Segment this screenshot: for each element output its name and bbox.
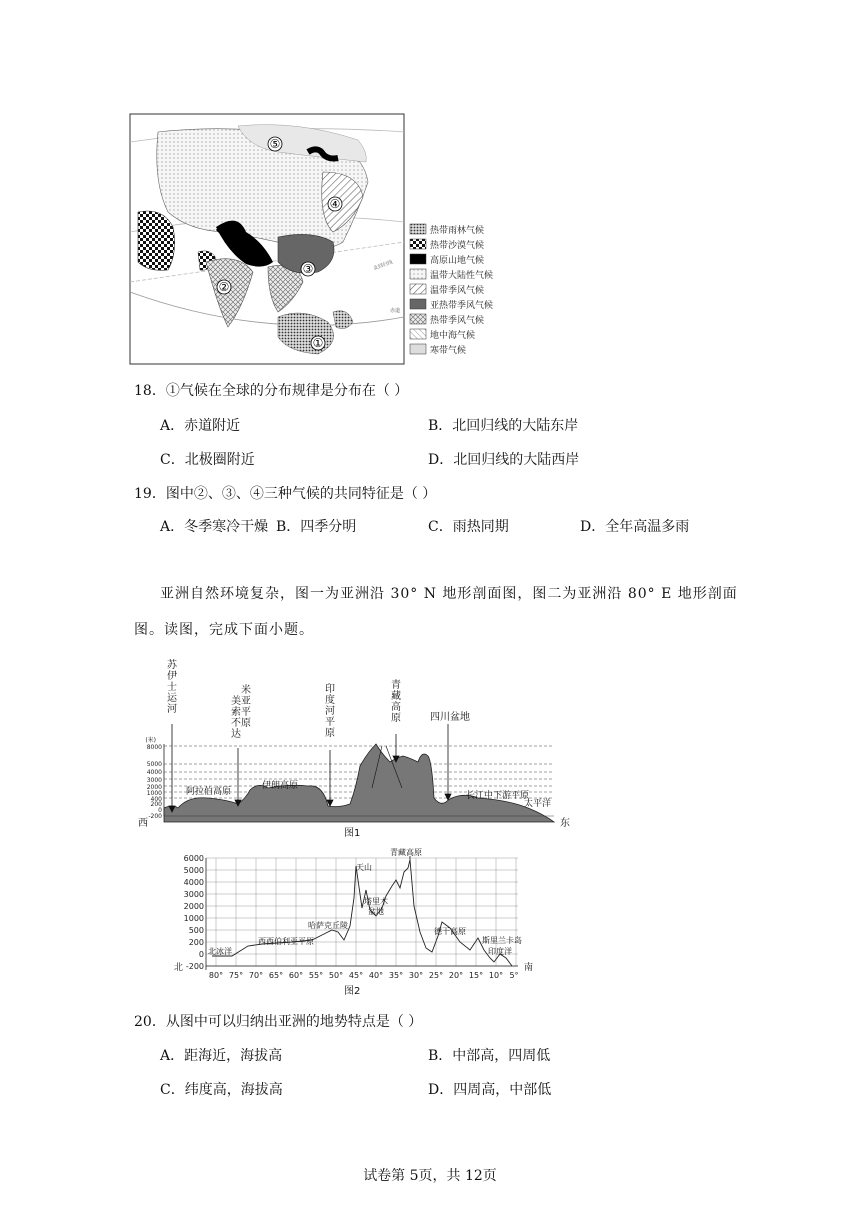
q20-option-c[interactable]: C．纬度高，海拔高 [160, 1082, 283, 1098]
label-indus: 印度河平原 [325, 684, 335, 739]
y-tick: 3000 [183, 890, 204, 899]
terrain-profile-80e [212, 860, 512, 966]
legend-label: 温带季风气候 [430, 286, 485, 296]
x-tick: 45° [348, 971, 364, 980]
label-suez: 苏伊士运河 [167, 660, 177, 715]
y-tick: 0 [158, 807, 162, 814]
q18-option-d[interactable]: D．北回归线的大陆西岸 [428, 452, 580, 468]
x-tick: 30° [408, 971, 424, 980]
figure-1-caption: 图1 [344, 828, 361, 839]
legend-label: 地中海气候 [430, 331, 476, 341]
label-deccan: 德干高原 [434, 927, 466, 936]
label-sichuan: 四川盆地 [430, 712, 470, 723]
x-tick: 10° [488, 971, 504, 980]
y-tick: 1000 [183, 914, 204, 923]
label-arctic: 北冰洋 [208, 947, 232, 956]
figure-2-caption: 图2 [344, 986, 361, 997]
y-tick: 400 [150, 796, 162, 803]
figure-1-profile-30n [128, 658, 588, 840]
passage-line-1: 亚洲自然环境复杂，图一为亚洲沿 30° N 地形剖面图，图二为亚洲沿 80° E 地形剖面 [160, 586, 738, 602]
equator-label: 赤道 [390, 308, 401, 314]
x-tick: 55° [308, 971, 324, 980]
asia-climate-map [128, 112, 508, 368]
x-tick: 35° [388, 971, 404, 980]
q19-option-d[interactable]: D．全年高温多雨 [580, 519, 690, 535]
label-tibet: 青藏高原 [391, 680, 401, 724]
y-tick: 200 [188, 938, 204, 947]
x-tick: 50° [328, 971, 344, 980]
label-tibet: 青藏高原 [390, 848, 422, 857]
y-tick: -200 [148, 813, 162, 820]
q18-option-b[interactable]: B．北回归线的大陆东岸 [428, 418, 579, 434]
unit-label: (米) [145, 737, 156, 744]
label-arabia: 阿拉伯高原 [186, 787, 232, 797]
q20-option-b[interactable]: B．中部高，四周低 [428, 1048, 551, 1064]
question-18-stem: 18．①气候在全球的分布规律是分布在（ ） [134, 383, 409, 399]
question-19-stem: 19．图中②、③、④三种气候的共同特征是（ ） [134, 486, 437, 502]
x-tick: 40° [368, 971, 384, 980]
y-tick: 3000 [146, 777, 162, 784]
legend-label: 温带大陆性气候 [430, 271, 494, 281]
legend-label: 热带沙漠气候 [430, 241, 485, 251]
direction-south: 南 [524, 963, 534, 973]
q19-option-a[interactable]: A．冬季寒冷干燥 [160, 519, 269, 535]
label-tianshan: 天山 [356, 863, 372, 872]
direction-north: 北 [174, 963, 184, 973]
y-tick: 5000 [183, 866, 204, 875]
x-tick: 60° [288, 971, 304, 980]
map-marker-5: ⑤ [269, 137, 281, 151]
y-tick: 0 [198, 950, 204, 959]
figure-2-profile-80e [172, 846, 542, 1000]
label-srilanka: 斯里兰卡岛 [482, 936, 522, 945]
x-tick: 80° [208, 971, 224, 980]
y-tick: 4000 [146, 769, 162, 776]
x-tick: 65° [268, 971, 284, 980]
x-tick: 15° [468, 971, 484, 980]
legend-label: 热带季风气候 [430, 316, 485, 326]
x-tick: 75° [228, 971, 244, 980]
map-marker-4: ④ [329, 197, 341, 211]
terrain-profile-30n [164, 744, 554, 822]
q20-option-a[interactable]: A．距海近，海拔高 [160, 1048, 283, 1064]
legend-label: 寒带气候 [430, 346, 467, 356]
y-tick: 200 [150, 801, 162, 808]
y-tick: 5000 [146, 761, 162, 768]
y-tick: 8000 [146, 744, 162, 751]
y-tick: 500 [188, 926, 204, 935]
label-indian-ocean: 印度洋 [488, 947, 512, 956]
y-tick: 6000 [183, 854, 204, 863]
y-tick: -200 [185, 962, 204, 971]
passage-line-2: 图。读图，完成下面小题。 [134, 622, 314, 638]
page-footer: 试卷第 5页，共 12页 [363, 1168, 497, 1184]
q19-option-c[interactable]: C．雨热同期 [428, 519, 509, 535]
q19-option-b[interactable]: B．四季分明 [276, 519, 357, 535]
label-mesopotamia-a: 美索不达 [231, 696, 241, 740]
label-pacific: 太平洋 [524, 799, 552, 809]
y-tick: 2000 [183, 902, 204, 911]
x-tick: 70° [248, 971, 264, 980]
label-kazakh: 哈萨克丘陵 [308, 921, 348, 930]
legend-label: 高原山地气候 [430, 256, 485, 266]
y-tick: 2000 [146, 784, 162, 791]
map-marker-1: ① [312, 336, 324, 350]
label-siberia: 西西伯利亚平原 [258, 937, 314, 946]
legend-label: 亚热带季风气候 [430, 301, 494, 311]
x-tick: 20° [448, 971, 464, 980]
direction-east: 东 [560, 818, 570, 829]
q20-option-d[interactable]: D．四周高，中部低 [428, 1082, 552, 1098]
legend-label: 热带雨林气候 [430, 226, 485, 236]
label-iran: 伊朗高原 [262, 781, 299, 791]
q18-option-a[interactable]: A．赤道附近 [160, 418, 241, 434]
y-tick: 4000 [183, 878, 204, 887]
question-20-stem: 20．从图中可以归纳出亚洲的地势特点是（ ） [134, 1014, 423, 1030]
x-tick: 25° [428, 971, 444, 980]
map-legend [410, 224, 493, 356]
y-tick: 1000 [146, 790, 162, 797]
direction-west: 西 [138, 818, 148, 829]
label-mesopotamia-b: 米亚平原 [241, 685, 251, 729]
label-tarim: 塔里木盆地 [364, 897, 388, 916]
tropic-label: 北回归线 [372, 259, 394, 272]
q18-option-c[interactable]: C．北极圈附近 [160, 452, 255, 468]
x-tick: 5° [509, 971, 519, 980]
map-marker-3: ③ [302, 262, 314, 276]
map-marker-2: ② [218, 280, 230, 294]
label-yangtze: 长江中下游平原 [466, 791, 530, 801]
